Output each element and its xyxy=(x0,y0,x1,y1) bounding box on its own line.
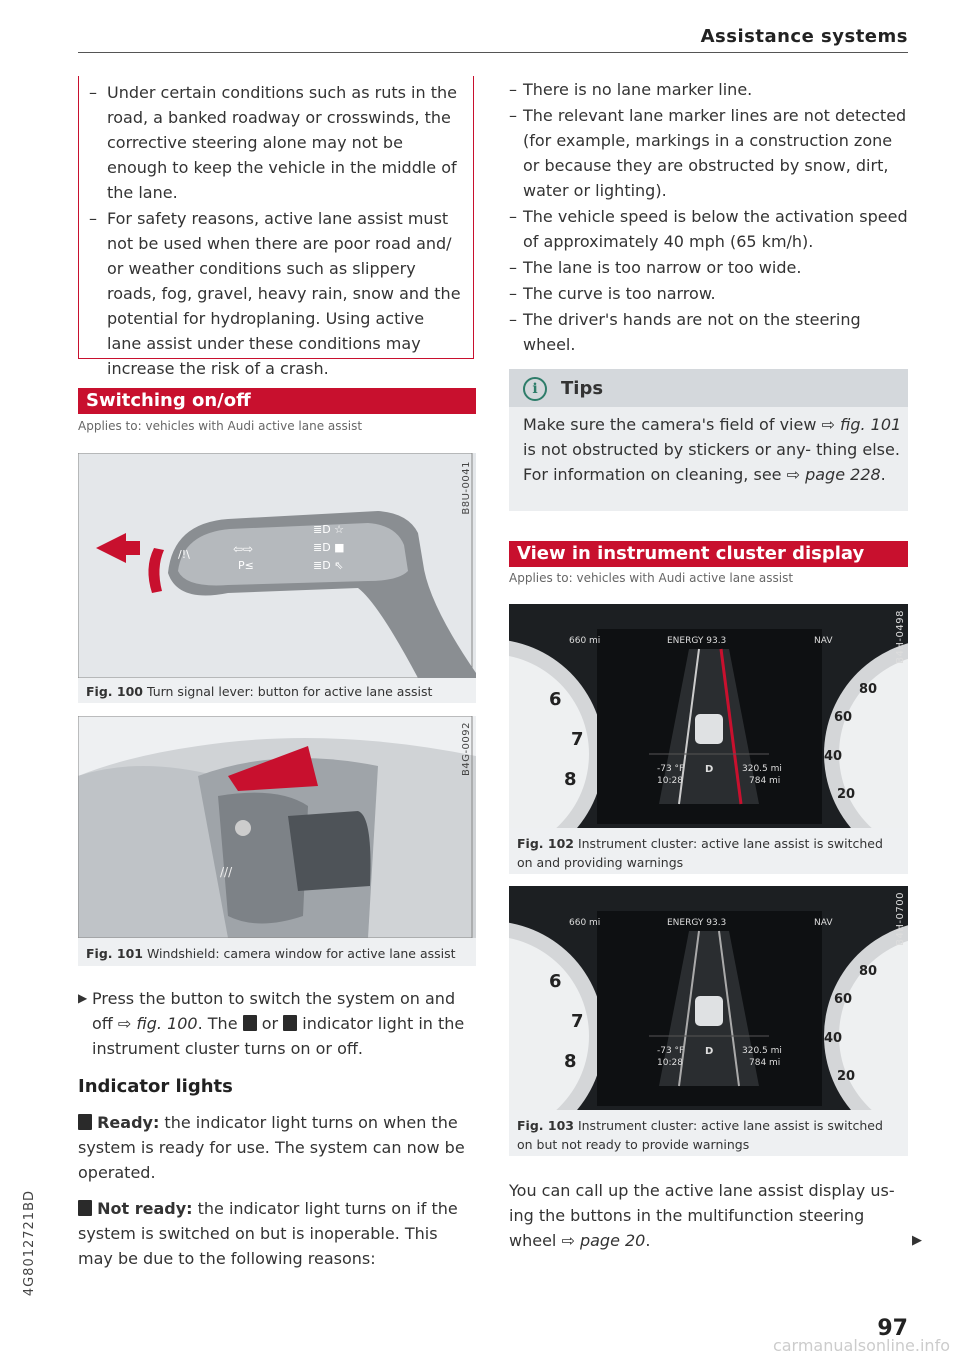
svg-text:/!\: /!\ xyxy=(178,548,190,561)
instruction-text: indicator light in the instrument cluster turns on or off. xyxy=(92,1014,465,1058)
warning-box xyxy=(78,76,474,378)
gear-indicator: D xyxy=(705,1046,714,1057)
figure-number: Fig. 100 xyxy=(86,684,143,699)
watermark: carmanualsonline.info xyxy=(772,1336,950,1355)
tips-box xyxy=(509,369,908,511)
figure-code: B4H-0498 xyxy=(895,610,906,664)
figure-caption-text: Windshield: camera window for active lane assist xyxy=(146,946,456,961)
speed-number: 60 xyxy=(834,992,853,1007)
instruction-step xyxy=(78,986,476,1061)
instruction-text: or xyxy=(256,1014,284,1033)
ready-label: Ready: xyxy=(97,1113,160,1132)
total-odometer: 784 mi xyxy=(749,776,781,786)
figure-caption-text: Instrument cluster: active lane assist is switched on but not ready to provide warnings xyxy=(517,1118,883,1152)
section-heading-switching: Switching on/off xyxy=(78,388,476,414)
windshield-camera-image xyxy=(78,716,476,938)
speed-number: 40 xyxy=(824,1031,843,1046)
radio-station: ENERGY 93.3 xyxy=(667,636,727,646)
nav-label: NAV xyxy=(814,636,833,646)
svg-text:///: /// xyxy=(220,865,233,879)
page-reference-link[interactable]: ⇨ page 228 xyxy=(786,465,881,484)
gear-indicator: D xyxy=(705,764,714,775)
step-arrow-icon: ▶ xyxy=(78,991,88,1005)
ready-text: the indicator light turns on when the system is ready for use. The system can now be operated. xyxy=(78,1113,465,1182)
turn-signal-lever-image xyxy=(78,453,476,678)
list-item: – The lane is too narrow or too wide. xyxy=(509,255,908,280)
applies-to-note: Applies to: vehicles with Audi active lane assist xyxy=(78,419,363,433)
clock: 10:28 xyxy=(657,776,683,786)
indicator-ready-paragraph xyxy=(78,1110,476,1185)
instrument-cluster-image xyxy=(509,604,908,828)
tach-number: 7 xyxy=(571,729,584,750)
figure-102 xyxy=(509,604,908,874)
svg-text:P≤: P≤ xyxy=(238,559,254,572)
speed-number: 80 xyxy=(859,682,878,697)
tach-number: 7 xyxy=(571,1011,584,1032)
tach-number: 8 xyxy=(564,1051,577,1072)
svg-text:≣D ☆: ≣D ☆ xyxy=(313,523,345,536)
radio-station: ENERGY 93.3 xyxy=(667,918,727,928)
instruction-text: . The xyxy=(197,1014,243,1033)
lane-assist-ready-icon xyxy=(78,1114,92,1130)
outside-temperature: -73 °F xyxy=(657,764,685,774)
list-item: – The relevant lane marker lines are not detected (for example, markings in a construction zone or because they are obstructed by snow, dirt, water or lighting). xyxy=(509,103,908,203)
svg-text:≣D ■: ≣D ■ xyxy=(313,541,345,554)
figure-100 xyxy=(78,453,476,703)
document-code: 4G8012721BD xyxy=(22,1190,37,1297)
callup-paragraph xyxy=(509,1178,901,1253)
speed-number: 20 xyxy=(837,1069,856,1084)
tips-label: Tips xyxy=(561,378,604,399)
tips-text-part: Make sure the camera's field of view xyxy=(523,415,822,434)
not-ready-label: Not ready: xyxy=(97,1199,193,1218)
speed-number: 40 xyxy=(824,749,843,764)
speed-number: 20 xyxy=(837,787,856,802)
figure-reference-link[interactable]: ⇨ fig. 101 xyxy=(821,415,902,434)
page-reference-link[interactable]: ⇨ page 20 xyxy=(561,1231,646,1250)
figure-caption-text: Turn signal lever: button for active lane assist xyxy=(146,684,433,699)
warning-item: – Under certain conditions such as ruts in the road, a banked roadway or crosswinds, the corrective steering alone may not be enough to keep the vehicle in the middle of the lane. xyxy=(79,80,473,205)
instruction-text: Press the button to switch the system on and off xyxy=(92,989,456,1033)
odometer-readout: 660 mi xyxy=(569,918,601,928)
nav-label: NAV xyxy=(814,918,833,928)
figure-caption xyxy=(86,682,468,701)
tach-number: 6 xyxy=(549,689,562,710)
svg-text:≣D ⇖: ≣D ⇖ xyxy=(313,559,344,572)
page-number: 97 xyxy=(877,1316,908,1341)
figure-number: Fig. 101 xyxy=(86,946,143,961)
speed-number: 80 xyxy=(859,964,878,979)
odometer-readout: 660 mi xyxy=(569,636,601,646)
lane-assist-ready-icon xyxy=(243,1015,257,1031)
section-heading-view: View in instrument cluster display xyxy=(509,541,908,567)
figure-number: Fig. 103 xyxy=(517,1118,574,1133)
indicator-lights-heading: Indicator lights xyxy=(78,1076,233,1097)
trip-odometer: 320.5 mi xyxy=(742,1046,782,1056)
figure-code: B4H-0700 xyxy=(895,892,906,946)
figure-code: B4G-0092 xyxy=(461,722,472,777)
figure-103 xyxy=(509,886,908,1156)
clock: 10:28 xyxy=(657,1058,683,1068)
lane-assist-not-ready-icon xyxy=(78,1200,92,1216)
figure-code: B8U-0041 xyxy=(461,461,472,515)
reasons-list xyxy=(509,77,908,357)
tach-number: 8 xyxy=(564,769,577,790)
tach-number: 6 xyxy=(549,971,562,992)
speed-number: 60 xyxy=(834,710,853,725)
continue-arrow-icon: ▶ xyxy=(912,1233,922,1248)
indicator-not-ready-paragraph xyxy=(78,1196,476,1271)
tips-header xyxy=(509,369,908,407)
callup-text: You can call up the active lane assist display us- ing the buttons in the multifunction steering wheel xyxy=(509,1181,895,1250)
figure-reference-link[interactable]: ⇨ fig. 100 xyxy=(117,1014,198,1033)
warning-item: – For safety reasons, active lane assist must not be used when there are poor road and/ or weather conditions such as slippery roads, fog, gravel, heavy rain, snow and the potential for hydroplaning. Using active lane assist under these conditions may increase the risk of a crash. xyxy=(79,206,473,381)
callup-text: . xyxy=(645,1231,651,1250)
figure-101 xyxy=(78,716,476,966)
header-rule xyxy=(78,52,908,53)
tips-text-part: is not obstructed by stickers or any- thing else. For information on cleaning, see xyxy=(523,440,900,484)
tips-text xyxy=(523,412,903,487)
outside-temperature: -73 °F xyxy=(657,1046,685,1056)
figure-caption xyxy=(86,944,468,963)
figure-caption xyxy=(517,834,900,872)
list-item: – The vehicle speed is below the activation speed of approximately 40 mph (65 km/h). xyxy=(509,204,908,254)
tips-text-part: . xyxy=(880,465,886,484)
info-icon: i xyxy=(523,377,547,401)
running-header: Assistance systems xyxy=(700,26,908,47)
total-odometer: 784 mi xyxy=(749,1058,781,1068)
applies-to-note: Applies to: vehicles with Audi active lane assist xyxy=(509,571,794,585)
list-item: – The curve is too narrow. xyxy=(509,281,908,306)
list-item: – The driver's hands are not on the steering wheel. xyxy=(509,307,908,357)
figure-caption-text: Instrument cluster: active lane assist is switched on and providing warnings xyxy=(517,836,883,870)
svg-text:⇦⇨: ⇦⇨ xyxy=(233,542,254,556)
not-ready-text: the indicator light turns on if the system is switched on but is inoperable. This may be due to the following reasons: xyxy=(78,1199,458,1268)
list-item: – There is no lane marker line. xyxy=(509,77,908,102)
lane-assist-not-ready-icon xyxy=(283,1015,297,1031)
figure-number: Fig. 102 xyxy=(517,836,574,851)
figure-caption xyxy=(517,1116,900,1154)
instrument-cluster-image xyxy=(509,886,908,1110)
trip-odometer: 320.5 mi xyxy=(742,764,782,774)
